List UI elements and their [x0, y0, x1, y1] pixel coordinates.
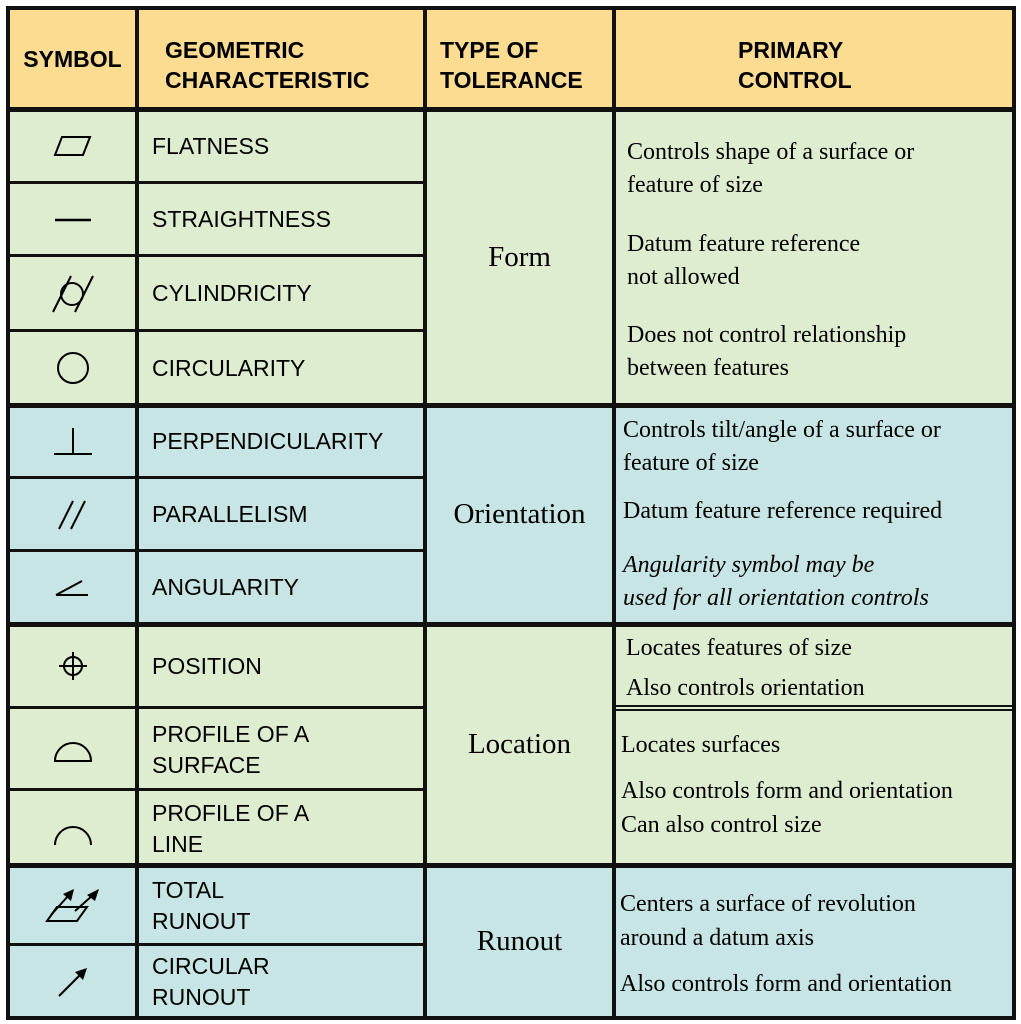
row-divider: [6, 549, 427, 552]
characteristic-flatness: [137, 109, 425, 183]
control-text: feature of size: [627, 172, 763, 198]
row-divider: [6, 943, 427, 946]
symbol-cell-angularity: [8, 551, 137, 624]
row-divider: [6, 476, 427, 479]
border-bottom: [6, 1016, 1016, 1020]
characteristic-label-line1: CIRCULAR: [152, 953, 270, 979]
cylindricity-icon: [45, 272, 101, 316]
control-double-line-bottom: [616, 709, 1012, 711]
symbol-cell-perpendicularity: [8, 405, 137, 478]
header-characteristic-cell: [137, 8, 425, 109]
perpendicularity-icon: [48, 422, 98, 462]
type-cell-runout: [425, 865, 614, 1018]
symbol-cell-parallelism: [8, 478, 137, 551]
flatness-icon: [48, 131, 98, 161]
circular-runout-icon: [51, 960, 95, 1004]
characteristic-label: CIRCULARITY: [152, 354, 306, 381]
characteristic-parallelism: [137, 478, 425, 551]
type-cell-orientation: [425, 405, 614, 624]
control-text: Also controls form and orientation: [620, 971, 952, 997]
divider-orientation-location: [6, 622, 1016, 627]
characteristic-label: CYLINDRICITY: [152, 280, 312, 306]
control-text: Centers a surface of revolution: [620, 891, 916, 917]
straightness-icon: [48, 210, 98, 230]
control-text: feature of size: [623, 450, 759, 476]
header-control-cell: [614, 8, 1014, 109]
control-text: Can also control size: [621, 812, 822, 838]
control-text: Does not control relationship: [627, 322, 907, 348]
characteristic-label: ANGULARITY: [152, 574, 299, 600]
characteristic-label-line2: LINE: [152, 831, 204, 857]
symbol-cell-total-runout: [8, 865, 137, 945]
type-label-orientation: Orientation: [453, 498, 586, 530]
header-characteristic-line1: GEOMETRIC: [165, 37, 305, 63]
profile-line-icon: [48, 803, 98, 853]
control-text: not allowed: [627, 264, 740, 290]
characteristic-circularity: [137, 331, 425, 405]
divider-location-runout: [6, 863, 1016, 868]
control-cell-location-b: [614, 708, 1014, 865]
characteristic-profile-surface: [137, 708, 425, 790]
control-cell-orientation: [614, 405, 1014, 624]
type-label-runout: Runout: [476, 925, 563, 957]
header-control-line2: CONTROL: [738, 67, 852, 93]
row-divider: [6, 788, 427, 791]
header-symbol-label: SYMBOL: [23, 45, 122, 72]
control-text: between features: [627, 355, 789, 381]
characteristic-label: STRAIGHTNESS: [152, 206, 331, 232]
characteristic-label: POSITION: [152, 652, 262, 679]
characteristic-label-line1: PROFILE OF A: [152, 800, 310, 826]
control-text: Datum feature reference required: [623, 498, 943, 524]
symbol-cell-circular-runout: [8, 945, 137, 1018]
row-divider: [6, 181, 427, 184]
symbol-cell-flatness: [8, 109, 137, 183]
control-text: Locates surfaces: [621, 732, 781, 758]
symbol-cell-position: [8, 624, 137, 708]
characteristic-perpendicularity: [137, 405, 425, 478]
control-double-line-top: [616, 705, 1012, 707]
divider-header: [6, 107, 1016, 112]
type-cell-location: [425, 624, 614, 865]
characteristic-straightness: [137, 183, 425, 256]
characteristic-label: PARALLELISM: [152, 501, 308, 527]
header-characteristic-line2: CHARACTERISTIC: [165, 67, 370, 93]
symbol-cell-cylindricity: [8, 256, 137, 331]
control-text-italic: Angularity symbol may be: [623, 552, 875, 578]
characteristic-label-line2: RUNOUT: [152, 984, 251, 1010]
header-type-cell: [425, 8, 614, 109]
control-text: Locates features of size: [626, 635, 852, 661]
characteristic-angularity: [137, 551, 425, 624]
characteristic-position: [137, 624, 425, 708]
characteristic-label: PERPENDICULARITY: [152, 428, 384, 454]
characteristic-total-runout: [137, 865, 425, 945]
profile-surface-icon: [48, 729, 98, 769]
control-cell-location-a: [614, 624, 1014, 708]
characteristic-cylindricity: [137, 256, 425, 331]
symbol-cell-straightness: [8, 183, 137, 256]
symbol-cell-profile-surface: [8, 708, 137, 790]
symbol-cell-circularity: [8, 331, 137, 405]
characteristic-label-line1: PROFILE OF A: [152, 721, 310, 747]
control-text: Datum feature reference: [627, 231, 861, 257]
symbol-cell-profile-line: [8, 790, 137, 865]
control-text: Also controls form and orientation: [621, 778, 953, 804]
position-icon: [53, 646, 93, 686]
control-text-italic: used for all orientation controls: [623, 585, 929, 611]
header-symbol-cell: [8, 8, 137, 109]
characteristic-label-line1: TOTAL: [152, 877, 224, 903]
angularity-icon: [48, 573, 98, 603]
type-label-form: Form: [488, 240, 551, 273]
characteristic-label-line2: RUNOUT: [152, 908, 251, 934]
border-top: [6, 6, 1016, 10]
type-label-location: Location: [467, 728, 572, 760]
characteristic-label-line2: SURFACE: [152, 752, 261, 778]
row-divider: [6, 706, 427, 709]
control-cell-runout: [614, 865, 1014, 1018]
total-runout-icon: [41, 883, 105, 927]
header-type-line2: TOLERANCE: [440, 67, 583, 93]
header-control-line1: PRIMARY: [738, 37, 844, 63]
control-text: around a datum axis: [620, 925, 814, 951]
row-divider: [6, 329, 427, 332]
control-text: Also controls orientation: [626, 675, 865, 701]
circularity-icon: [53, 348, 93, 388]
divider-form-orientation: [6, 403, 1016, 408]
characteristic-circular-runout: [137, 945, 425, 1018]
parallelism-icon: [51, 495, 95, 535]
control-text: Controls shape of a surface or: [627, 139, 915, 165]
control-text: Controls tilt/angle of a surface or: [623, 417, 941, 443]
characteristic-profile-line: [137, 790, 425, 865]
control-cell-form: [614, 109, 1014, 405]
type-cell-form: [425, 109, 614, 405]
characteristic-label: FLATNESS: [152, 132, 270, 159]
row-divider: [6, 254, 427, 257]
header-type-line1: TYPE OF: [440, 37, 539, 63]
